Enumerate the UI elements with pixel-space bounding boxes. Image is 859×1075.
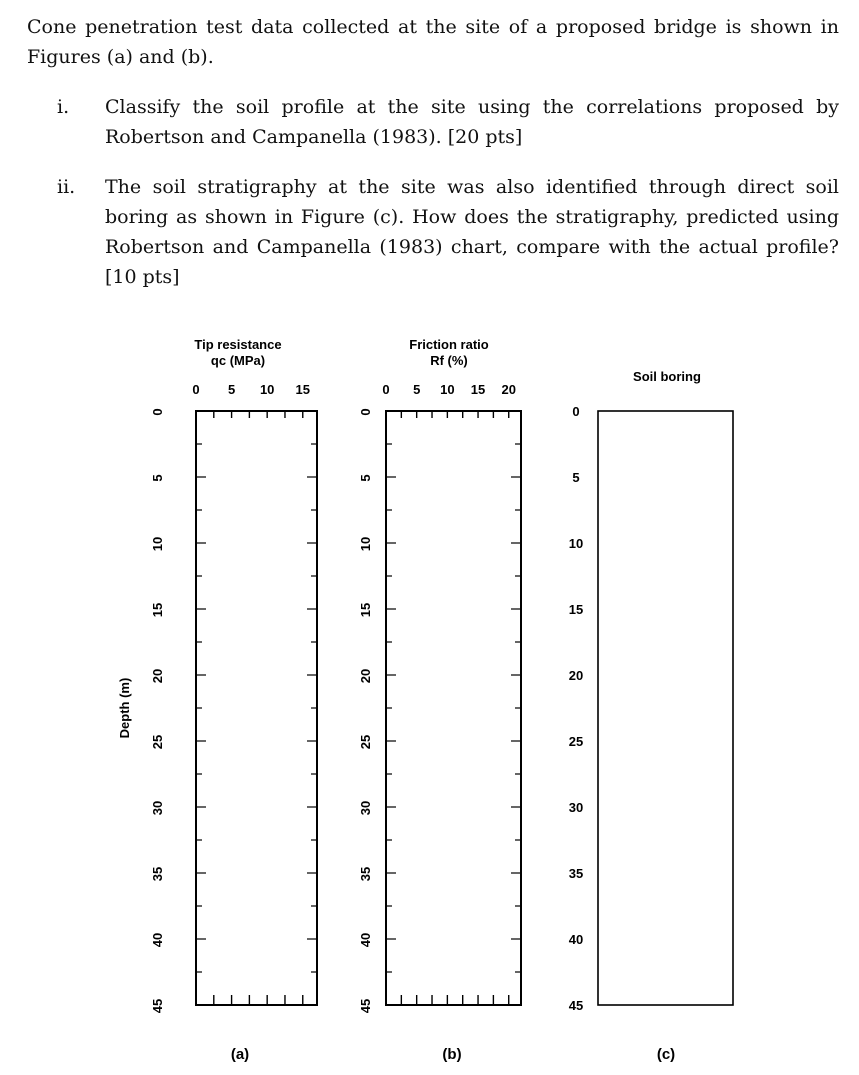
panel-b-title-line2: Rf (%) xyxy=(430,353,468,368)
panel-b-caption: (b) xyxy=(442,1046,462,1063)
depth-tick-b-45: 45 xyxy=(358,998,373,1014)
depth-tick-b-0: 0 xyxy=(358,408,373,416)
panel-a-title-line2: qc (MPa) xyxy=(210,353,266,368)
panel-a-title-line1: Tip resistance xyxy=(194,337,282,352)
depth-tick-c-25: 25 xyxy=(568,734,584,749)
x-tick-b-10: 10 xyxy=(440,382,455,397)
depth-tick-a-15: 15 xyxy=(150,602,165,618)
depth-tick-a-0: 0 xyxy=(150,408,165,416)
problem-intro: Cone penetration test data collected at the site of a proposed bridge is shown in Figures (a) and (b). xyxy=(27,16,839,68)
panel-b xyxy=(358,337,521,1063)
x-tick-a-15: 15 xyxy=(295,382,310,397)
depth-tick-b-25: 25 xyxy=(358,734,373,750)
depth-tick-b-15: 15 xyxy=(358,602,373,618)
depth-tick-a-10: 10 xyxy=(150,536,165,552)
panel-a-caption: (a) xyxy=(230,1046,250,1063)
depth-tick-c-15: 15 xyxy=(568,602,584,617)
panel-a-frame xyxy=(196,411,317,1005)
x-tick-a-10: 10 xyxy=(259,382,275,397)
panel-b-title-line1: Friction ratio xyxy=(409,337,489,352)
question-1-text: Classify the soil profile at the site using the correlations proposed by Robertson and Campanella (1983). [20 pts] xyxy=(105,96,839,148)
question-2-text: The soil stratigraphy at the site was also identified through direct soil boring as shown in Figure (c). How does the stratigraphy, predicted using Robertson and Campanella (1983) chart, compare with the actual profile? [10 pts] xyxy=(105,176,839,288)
depth-tick-a-20: 20 xyxy=(150,668,165,684)
depth-tick-c-20: 20 xyxy=(568,668,584,683)
question-1-number: i. xyxy=(57,96,70,118)
panel-c-caption: (c) xyxy=(656,1046,676,1063)
depth-tick-c-30: 30 xyxy=(568,800,584,815)
depth-tick-a-35: 35 xyxy=(150,866,165,882)
depth-tick-b-20: 20 xyxy=(358,668,373,684)
depth-tick-c-40: 40 xyxy=(568,932,584,947)
x-tick-a-5: 5 xyxy=(227,382,236,397)
panel-b-frame xyxy=(386,411,521,1005)
x-tick-b-15: 15 xyxy=(470,382,486,397)
depth-tick-b-35: 35 xyxy=(358,866,373,882)
panel-c-title: Soil boring xyxy=(633,369,701,384)
depth-tick-a-30: 30 xyxy=(150,800,165,816)
x-tick-b-5: 5 xyxy=(413,382,421,397)
depth-tick-c-35: 35 xyxy=(568,866,584,881)
depth-tick-c-5: 5 xyxy=(572,470,580,485)
depth-tick-a-25: 25 xyxy=(150,734,165,750)
depth-tick-c-45: 45 xyxy=(568,998,584,1013)
depth-tick-c-0: 0 xyxy=(572,404,580,419)
depth-tick-b-40: 40 xyxy=(358,932,373,948)
depth-tick-b-5: 5 xyxy=(358,474,373,482)
depth-axis-label: Depth (m) xyxy=(117,677,132,739)
x-tick-b-20: 20 xyxy=(501,382,516,397)
depth-tick-b-10: 10 xyxy=(358,536,373,552)
panel-a xyxy=(150,337,317,1063)
panel-c xyxy=(569,369,733,1063)
depth-tick-a-40: 40 xyxy=(150,932,165,948)
depth-tick-a-45: 45 xyxy=(150,998,165,1014)
panel-c-frame xyxy=(598,411,733,1005)
x-tick-b-0: 0 xyxy=(382,382,390,397)
depth-tick-c-10: 10 xyxy=(568,536,584,551)
depth-tick-b-30: 30 xyxy=(358,800,373,816)
question-2-number: ii. xyxy=(57,176,76,198)
depth-tick-a-5: 5 xyxy=(150,474,165,482)
x-tick-a-0: 0 xyxy=(192,382,200,397)
